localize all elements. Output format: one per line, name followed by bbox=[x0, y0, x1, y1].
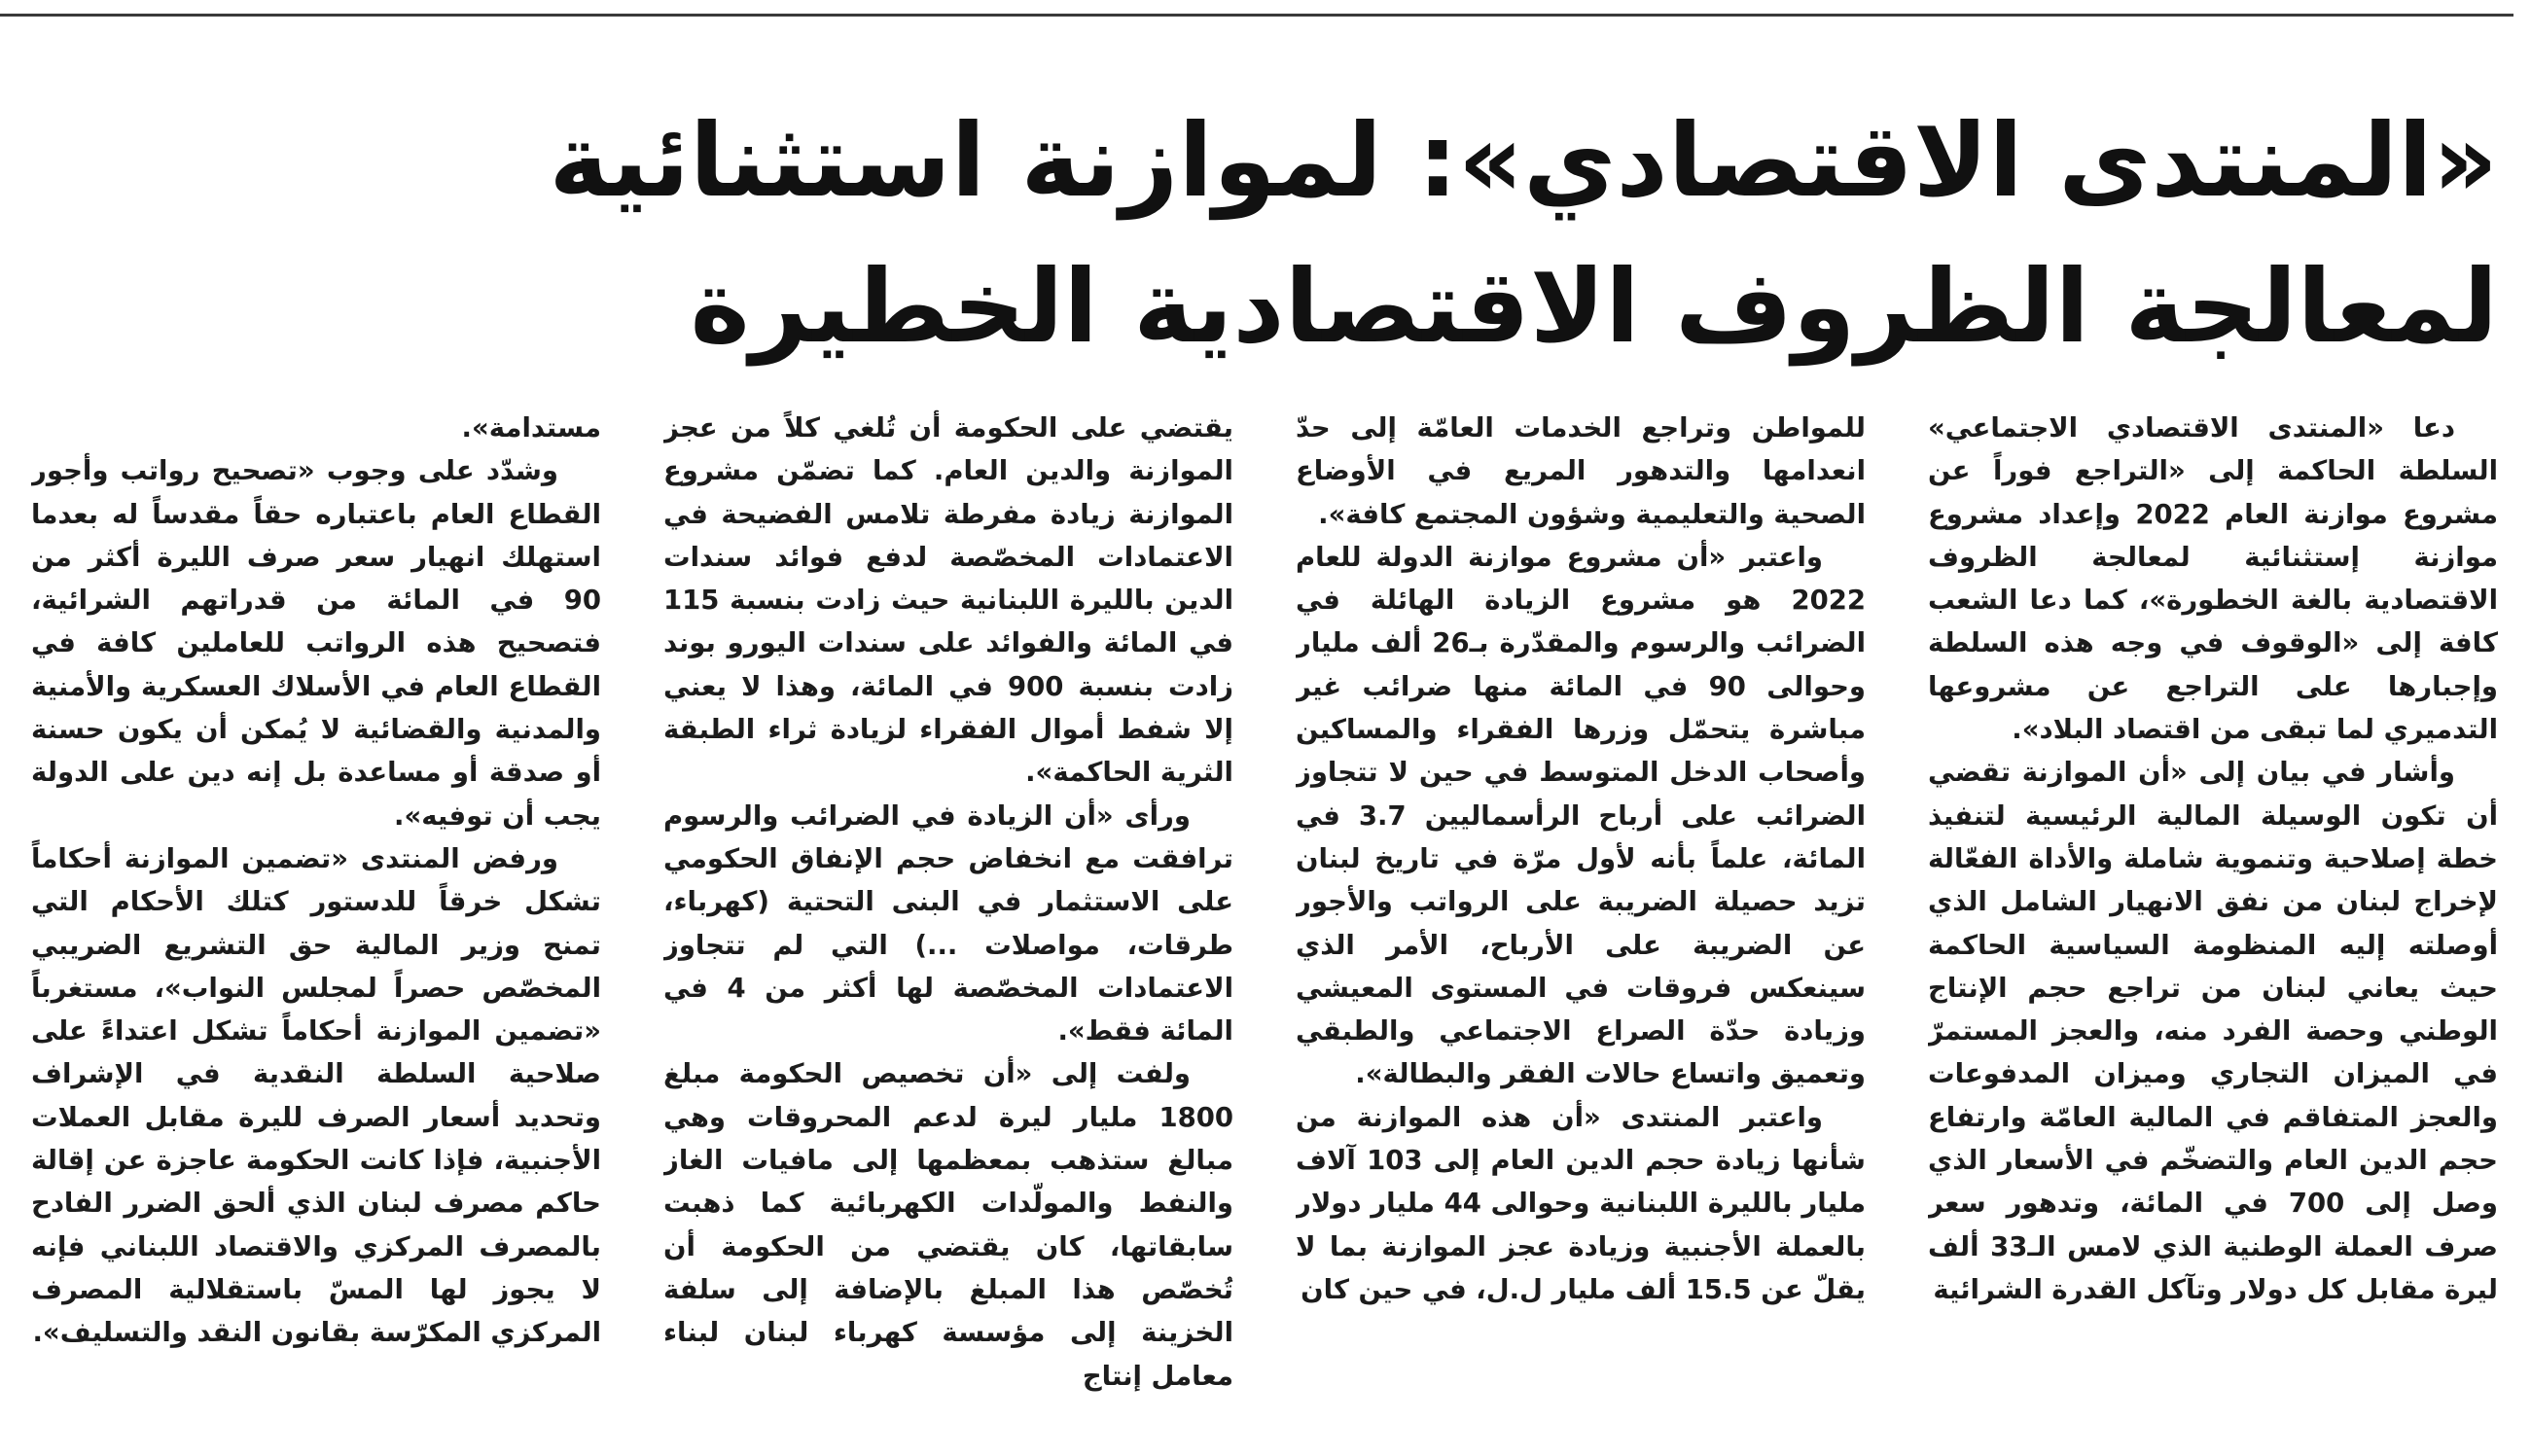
article-column-1 bbox=[1928, 407, 2498, 1438]
paragraph: وأشار في بيان إلى «أن الموازنة تقضي أن تكون الوسيلة المالية الرئيسية لتنفيذ خطة إصلاحية وتنموية شاملة والأداة الفعّالة لإخراج لبنان من نفق الانهيار الشامل الذي أوصلته إليه المنظومة السياسية الحاكمة حيث يعاني لبنان من تراجع حجم الإنتاج الوطني وحصة الفرد منه، والعجز المستمرّ في الميزان التجاري وميزان المدفوعات والعجز المتفاقم في المالية العامّة وارتفاع حجم الدين العام والتضخّم في الأسعار الذي وصل إلى 700 في المائة، وتدهور سعر صرف العملة الوطنية الذي لامس الـ33 ألف ليرة مقابل كل دولار وتآكل القدرة الشرائية bbox=[1928, 757, 2498, 1305]
article-column-4 bbox=[31, 407, 601, 1438]
headline-line-2: لمعالجة الظروف الاقتصادية الخطيرة bbox=[690, 247, 2498, 366]
paragraph: دعا «المنتدى الاقتصادي الاجتماعي» السلطة الحاكمة إلى «التراجع فوراً عن مشروع موازنة العام 2022 وإعداد مشروع موازنة إستثنائية لمعالجة الظروف الاقتصادية بالغة الخطورة»، كما دعا الشعب كافة إلى «الوقوف في وجه هذه السلطة وإجبارها على التراجع عن مشروعها التدميري لما تبقى من اقتصاد البلاد». bbox=[1928, 412, 2498, 746]
headline-line-1: «المنتدى الاقتصادي»: لموازنة استثنائية bbox=[549, 101, 2498, 220]
paragraph: مستدامة». bbox=[461, 412, 601, 444]
top-rule bbox=[0, 14, 2513, 17]
paragraph: واعتبر «أن مشروع موازنة الدولة للعام 2022 هو مشروع الزيادة الهائلة في الضرائب والرسوم والمقدّرة بـ26 ألف مليار وحوالى 90 في المائة منها ضرائب غير مباشرة يتحمّل وزرها الفقراء والمساكين وأصحاب الدخل المتوسط في حين لا تتجاوز الضرائب على أرباح الرأسماليين 3.7 في المائة، علماً بأنه لأول مرّة في تاريخ لبنان تزيد حصيلة الضريبة على الرواتب والأجور عن الضريبة على الأرباح، الأمر الذي سينعكس فروقات في المستوى المعيشي وزيادة حدّة الصراع الاجتماعي والطبقي وتعميق واتساع حالات الفقر والبطالة». bbox=[1296, 541, 1866, 1090]
article-column-2 bbox=[1296, 407, 1866, 1438]
paragraph: ولفت إلى «أن تخصيص الحكومة مبلغ 1800 مليار ليرة لدعم المحروقات وهي مبالغ ستذهب بمعظمها إلى مافيات الغاز والنفط والمولّدات الكهربائية كما ذهبت سابقاتها، كان يقتضي من الحكومة أن تُخصّص هذا المبلغ بالإضافة إلى سلفة الخزينة إلى مؤسسة كهرباء لبنان لبناء معامل إنتاج bbox=[663, 1058, 1233, 1392]
article-column-3 bbox=[663, 407, 1233, 1438]
paragraph: ورفض المنتدى «تضمين الموازنة أحكاماً تشكل خرقاً للدستور كتلك الأحكام التي تمنح وزير المالية حق التشريع الضريبي المخصّص حصراً لمجلس النواب»، مستغرباً «تضمين الموازنة أحكاماً تشكل اعتداءً على صلاحية السلطة النقدية في الإشراف وتحديد أسعار الصرف لليرة مقابل العملات الأجنبية، فإذا كانت الحكومة عاجزة عن إقالة حاكم مصرف لبنان الذي ألحق الضرر الفادح بالمصرف المركزي والاقتصاد اللبناني فإنه لا يجوز لها المسّ باستقلالية المصرف المركزي المكرّسة بقانون النقد والتسليف». bbox=[31, 842, 601, 1349]
paragraph: واعتبر المنتدى «أن هذه الموازنة من شأنها زيادة حجم الدين العام إلى 103 آلاف مليار بالليرة اللبنانية وحوالى 44 مليار دولار بالعملة الأجنبية وزيادة عجز الموازنة بما لا يقلّ عن 15.5 ألف مليار ل.ل، في حين كان bbox=[1296, 1101, 1866, 1305]
paragraph: يقتضي على الحكومة أن تُلغي كلاً من عجز الموازنة والدين العام. كما تضمّن مشروع الموازنة زيادة مفرطة تلامس الفضيحة في الاعتمادات المخصّصة لدفع فوائد سندات الدين بالليرة اللبنانية حيث زادت بنسبة 115 في المائة والفوائد على سندات اليورو بوند زادت بنسبة 900 في المائة، وهذا لا يعني إلا شفط أموال الفقراء لزيادة ثراء الطبقة الثرية الحاكمة». bbox=[663, 412, 1233, 789]
article-headline bbox=[39, 88, 2498, 379]
paragraph: ورأى «أن الزيادة في الضرائب والرسوم ترافقت مع انخفاض حجم الإنفاق الحكومي على الاستثمار في البنى التحتية (كهرباء، طرقات، مواصلات ...) التي لم تتجاوز الاعتمادات المخصّصة لها أكثر من 4 في المائة فقط». bbox=[663, 799, 1233, 1048]
paragraph: وشدّد على وجوب «تصحيح رواتب وأجور القطاع العام باعتباره حقاً مقدساً له بعدما استهلك انهيار سعر صرف الليرة أكثر من 90 في المائة من قدراتهم الشرائية، فتصحيح هذه الرواتب للعاملين كافة في القطاع العام في الأسلاك العسكرية والأمنية والمدنية والقضائية لا يُمكن أن يكون حسنة أو صدقة أو مساعدة بل إنه دين على الدولة يجب أن توفيه». bbox=[31, 455, 601, 832]
paragraph: للمواطن وتراجع الخدمات العامّة إلى حدّ انعدامها والتدهور المريع في الأوضاع الصحية والتعليمية وشؤون المجتمع كافة». bbox=[1296, 412, 1866, 530]
article-columns bbox=[31, 407, 2498, 1438]
